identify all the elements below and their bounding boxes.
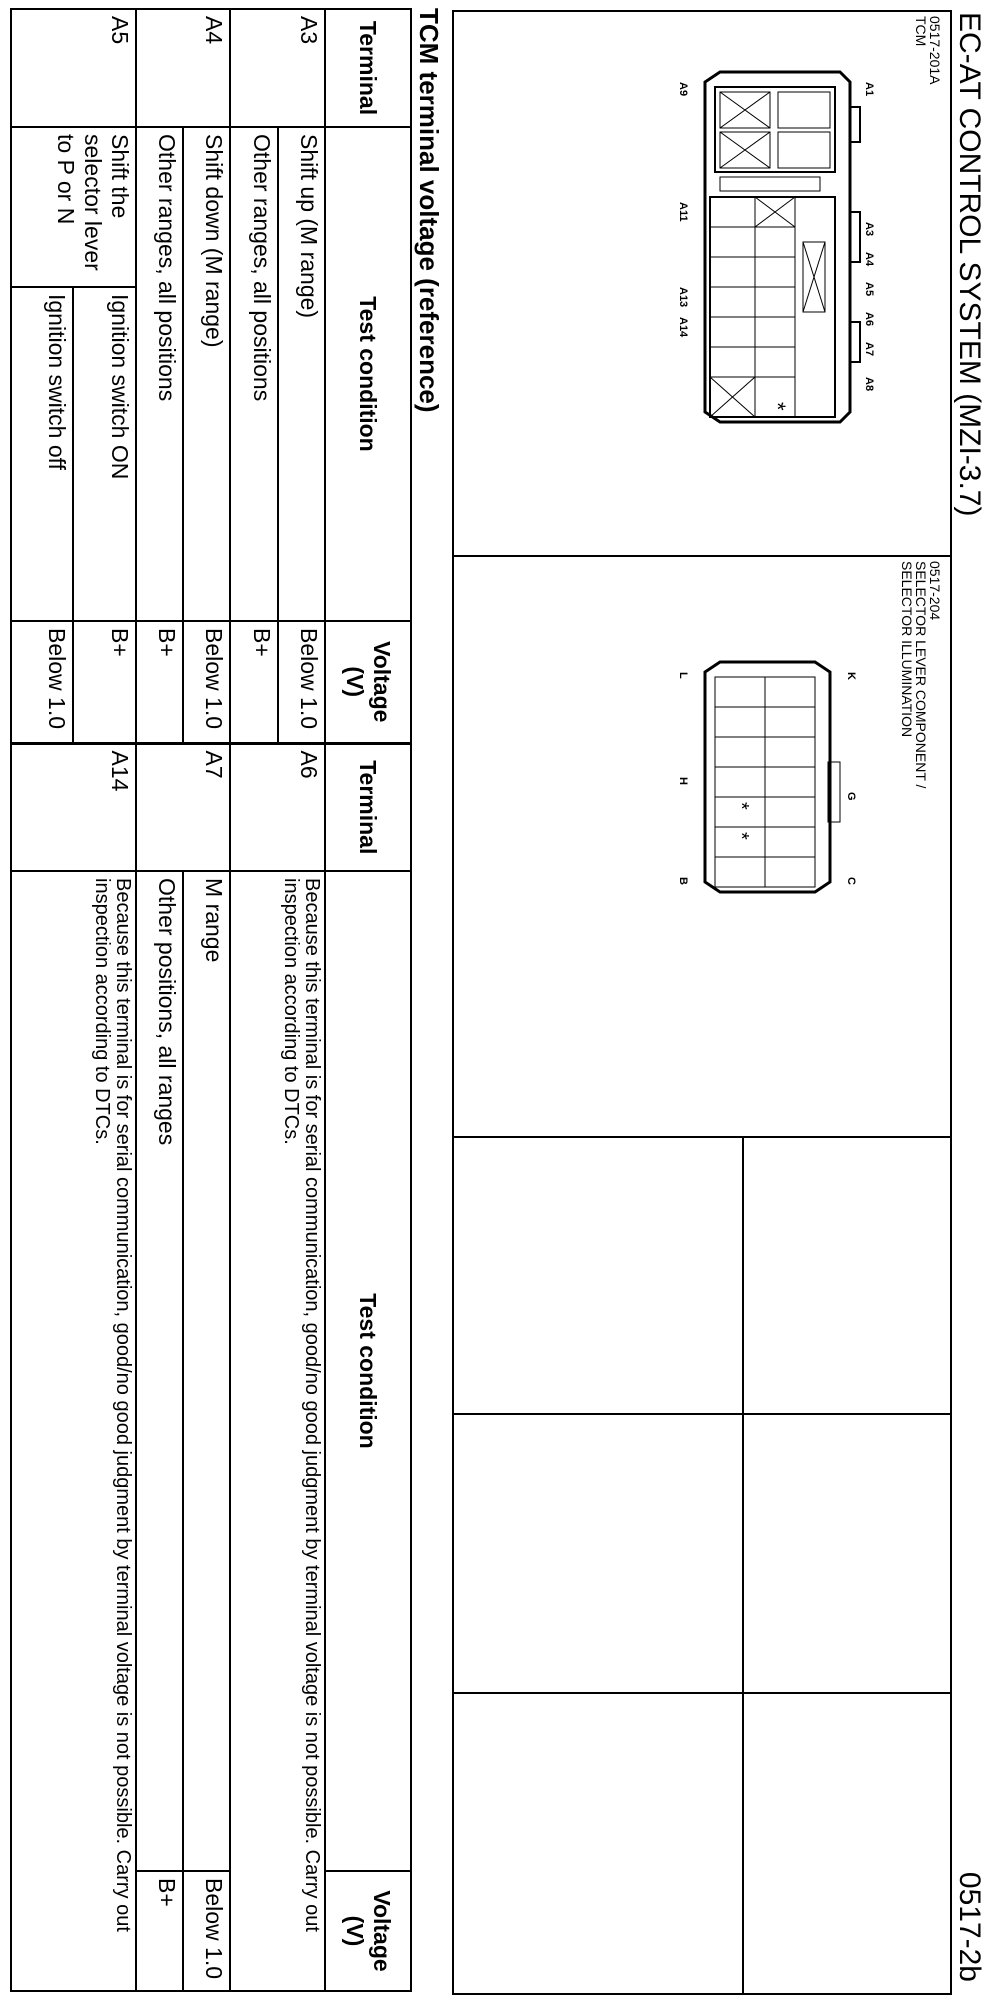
svg-text:*: * [730, 832, 752, 840]
condition-cell: Because this terminal is for serial communication, good/no good judgment by terminal voltage is not possible. Carry out inspection according to DTCs. [230, 871, 325, 1991]
connector-panel [452, 10, 952, 1995]
svg-text:G: G [845, 792, 857, 801]
connector-name: TCM [913, 16, 929, 47]
page-code: 0517-2b [953, 1871, 986, 1982]
svg-text:A13: A13 [677, 287, 689, 308]
condition-cell: Other positions, all ranges [136, 871, 183, 1871]
condition-cell: Ignition switch ON [73, 287, 135, 621]
svg-text:A14: A14 [677, 317, 689, 338]
svg-text:A1: A1 [863, 82, 875, 97]
panel-divider [454, 1413, 950, 1415]
svg-text:B: B [677, 877, 689, 885]
svg-text:H: H [677, 777, 689, 785]
terminal-voltage-table [10, 8, 412, 1992]
voltage-cell: B+ [136, 621, 183, 743]
panel-divider [454, 1692, 950, 1694]
voltage-cell: Below 1.0 [278, 621, 325, 743]
table-row [136, 9, 183, 1991]
header-voltage: Voltage (V) [325, 621, 411, 743]
condition-cell: Other ranges, all positions [230, 127, 277, 621]
svg-text:A9: A9 [677, 82, 689, 97]
selector-lever-connector-diagram [670, 652, 870, 912]
table-header-row [325, 9, 411, 1991]
connector-name: SELECTOR LEVER COMPONENT / [913, 561, 929, 789]
connector-code: 0517-201A [927, 16, 943, 85]
condition-cell: Shift the selector lever to P or N [11, 127, 136, 287]
svg-text:C: C [845, 877, 857, 885]
voltage-cell: B+ [73, 621, 135, 743]
svg-text:A6: A6 [863, 312, 875, 327]
svg-text:A7: A7 [863, 342, 875, 357]
svg-text:L: L [677, 672, 689, 679]
svg-text:K: K [845, 672, 857, 680]
svg-text:A4: A4 [863, 252, 875, 267]
table-row [183, 9, 230, 1991]
header-test-condition: Test condition [325, 871, 411, 1871]
panel-divider [454, 1136, 950, 1138]
header-test-condition: Test condition [325, 127, 411, 621]
condition-cell: Ignition switch off [11, 287, 73, 621]
svg-text:A3: A3 [863, 222, 875, 237]
condition-cell: Because this terminal is for serial communication, good/no good judgment by terminal voltage is not possible. Carry out inspection according to DTCs. [11, 871, 136, 1991]
header-terminal: Terminal [325, 743, 411, 871]
terminal-cell: A7 [136, 743, 231, 871]
table-title: TCM terminal voltage (reference) [414, 8, 444, 413]
condition-cell: Shift up (M range) [278, 127, 325, 621]
voltage-cell: B+ [230, 621, 277, 743]
header-terminal: Terminal [325, 9, 411, 127]
condition-cell: Other ranges, all positions [136, 127, 183, 621]
connector-name-line2: SELECTOR ILLUMINATION [899, 561, 915, 738]
header-voltage: Voltage (V) [325, 1871, 411, 1991]
voltage-cell: Below 1.0 [11, 621, 73, 743]
voltage-cell: Below 1.0 [183, 1871, 230, 1991]
svg-text:A11: A11 [677, 202, 689, 222]
terminal-cell: A6 [230, 743, 325, 871]
tcm-connector-diagram [670, 62, 880, 462]
terminal-cell: A5 [11, 9, 136, 127]
table-row [278, 9, 325, 1991]
terminal-cell: A14 [11, 743, 136, 871]
svg-text:A8: A8 [863, 377, 875, 392]
terminal-cell: A4 [136, 9, 231, 127]
condition-cell: Shift down (M range) [183, 127, 230, 621]
svg-text:*: * [765, 402, 790, 411]
condition-cell: M range [183, 871, 230, 1871]
svg-text:A5: A5 [863, 282, 875, 297]
voltage-cell: Below 1.0 [183, 621, 230, 743]
connector-code: 0517-204 [927, 561, 943, 621]
terminal-cell: A3 [230, 9, 325, 127]
panel-divider [454, 555, 950, 557]
voltage-cell: B+ [136, 1871, 183, 1991]
svg-text:*: * [730, 802, 752, 810]
table-row [73, 9, 135, 1991]
panel-divider [742, 1136, 744, 1993]
page-title: EC-AT CONTROL SYSTEM (MZI-3.7) [953, 12, 986, 517]
